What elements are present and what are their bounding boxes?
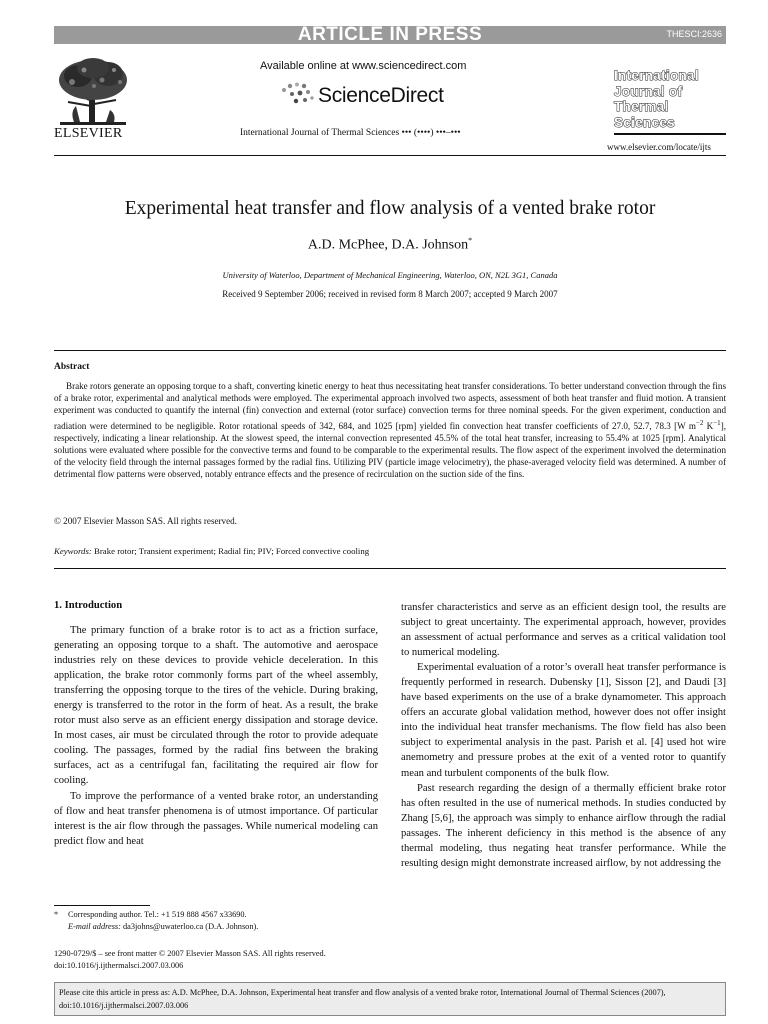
paragraph: transfer characteristics and serve as an efficient design tool, the results are subject to great uncertainty. The experimental approach, however, provides an assessment of actual performance and serves as a critical validation tool to numerical modeling. (401, 602, 726, 659)
journal-reference-line: International Journal of Thermal Sciences ••• (••••) •••–••• (240, 128, 461, 138)
body-right-column (401, 600, 726, 871)
article-authors (54, 236, 726, 254)
author-names: A.D. McPhee, D.A. Johnson (307, 237, 469, 253)
paragraph: To improve the performance of a vented brake rotor, an understanding of flow and heat transfer phenomena is of utmost importance. Of particular interest is the air flow through the passages. While numerical modeling can predict flow and heat (54, 790, 378, 847)
sciencedirect-dots-icon (280, 82, 316, 108)
received-dates: Received 9 September 2006; received in revised form 8 March 2007; accepted 9 March 2007 (222, 289, 558, 299)
journal-title-line: Sciences (614, 114, 675, 130)
elsevier-tree-logo (54, 56, 132, 126)
footnote-corresponding: Corresponding author. Tel.: +1 519 888 4567 x33690. (68, 910, 247, 919)
keywords-label: Keywords: (54, 546, 92, 556)
abstract-bottom-rule (54, 568, 726, 569)
footnote-rule (54, 905, 150, 906)
footnote (54, 909, 378, 932)
journal-url[interactable]: www.elsevier.com/locate/ijts (607, 142, 711, 152)
keywords-list: Brake rotor; Transient experiment; Radial fin; PIV; Forced convective cooling (91, 546, 370, 556)
doi-line[interactable]: doi:10.1016/j.ijthermalsci.2007.03.006 (54, 961, 184, 970)
author-mark: * (468, 236, 473, 245)
publisher-name: ELSEVIER (54, 126, 123, 141)
journal-title-line: Thermal (614, 99, 669, 114)
keywords (54, 546, 369, 556)
sciencedirect-logo (280, 80, 480, 110)
paragraph: The primary function of a brake rotor is to act as a friction surface, generating an opposing torque to a shaft. The automotive and aerospace industries rely on these devices to provide vehicle deceleration. In this application, the brake rotor commonly forms part of the wheel assembly, transferring the opposing torque to the tires of the vehicle. During braking, energy is transferred to the rotor in the form of heat. As a result, the brake rotor must also serve as an efficient energy dissipation and storage device. In most cases, air must be circulated through the rotor to provide adequate cooling. The passages, formed by the radial fins between the braking surfaces, act as a centrifugal fan, facilitating the required air flow for cooling. (54, 625, 378, 787)
banner-code: THESCI:2636 (666, 29, 722, 39)
banner-title: ARTICLE IN PRESS (297, 24, 483, 45)
article-title: Experimental heat transfer and flow analysis of a vented brake rotor (124, 198, 656, 219)
abstract-superscript: −2 (695, 418, 704, 427)
body-left-column (54, 623, 378, 849)
journal-title-block (614, 68, 726, 130)
journal-title-rule (614, 133, 726, 135)
issn-line: 1290-0729/$ – see front matter © 2007 Elsevier Masson SAS. All rights reserved. (54, 949, 326, 958)
footnote-email[interactable]: da3johns@uwaterloo.ca (D.A. Johnson). (120, 921, 259, 931)
abstract-text-part: Brake rotors generate an opposing torque to a shaft, converting kinetic energy to heat thus necessitating heat transfer considerations. To better understand convection through the fins of a brake rotor, experimental and analytical methods were employed. The experimental approach involved two aspects, assessment of both heat transfer and fluid motion. A transient experiment was conducted to quantify the internal (fin) convection and external (rotor surface) convection terms for three nominal speeds. For the given experiment, conduction and radiation were determined to be negligible. Rotor rotational speeds of 342, 684, and 1025 [rpm] yielded fin convection heat transfer coefficients of 27.0, 52.7, 78.3 [W m (54, 381, 726, 431)
affiliation: University of Waterloo, Department of Mechanical Engineering, Waterloo, ON, N2L 3G1, Canada (222, 270, 558, 280)
abstract-unit: K (703, 420, 714, 431)
paragraph: Experimental evaluation of a rotor’s overall heat transfer performance is frequently performed in research. Dubensky [1], Sisson [2], and Daudi [3] have based experiments on the use of a brake dynamometer. This approach offers an accurate global validation method, however does not offer insight into the individual heat transfer mechanisms. The flow field has also been subject to experimental analysis in the past. Parish et al. [4] used hot wire anemometry and pressure probes at the exit of a vented rotor to quantify mean and turbulent components of the bulk flow. (401, 662, 726, 779)
abstract-text-part: ], respectively, indicating a linear relationship. At the slowest speed, the internal convection represented 45.5% of the total heat transfer, increasing to 55.4% at 1025 [rpm]. Analytical solutions were evaluated where possible for the convective terms and found to be comparable to the experimental results. The flow aspect of the experiment involved the determination of the velocity field through the internal passages formed by the radial fins. Utilizing PIV (particle image velocimetry), the phase-averaged velocity field was determined. A number of detrimental flow patterns were observed, notably entrance effects and the presence of recirculation on the suction side of the fins. (54, 420, 726, 480)
available-online: Available online at www.sciencedirect.com (260, 60, 467, 72)
paragraph: Past research regarding the design of a thermally efficient brake rotor has often resulted in the use of numerical methods. In studies conducted by Zhang [5,6], the approach was simply to enhance airflow through the radial passages. The inherent deficiency in this method is the absence of any thermal modeling, thus negating heat transfer performance. While the resulting design might demonstrate increased airflow, by not addressing the (401, 782, 726, 869)
section-heading-introduction: 1. Introduction (54, 600, 123, 611)
journal-title-line: International (614, 68, 699, 83)
sciencedirect-wordmark: ScienceDirect (318, 84, 444, 107)
abstract-top-rule (54, 350, 726, 351)
citation-text: Please cite this article in press as: A.D. McPhee, D.A. Johnson, Experimental heat transfer and flow analysis of a vented brake rotor, International Journal of Thermal Sciences (2007), doi:10.1016/j.ijthermalsci.2007.03.006 (59, 988, 666, 1010)
abstract-text (54, 380, 726, 481)
article-in-press-banner (54, 26, 726, 44)
journal-title-line: Journal of (614, 83, 683, 99)
footnote-symbol: * (54, 910, 59, 919)
issn-block (54, 948, 326, 972)
header-rule (54, 155, 726, 156)
abstract-copyright: © 2007 Elsevier Masson SAS. All rights reserved. (54, 516, 237, 526)
citation-box (54, 982, 726, 1016)
footnote-email-label: E-mail address: (68, 921, 121, 931)
abstract-heading: Abstract (54, 362, 90, 372)
abstract-superscript: −1 (713, 418, 721, 427)
